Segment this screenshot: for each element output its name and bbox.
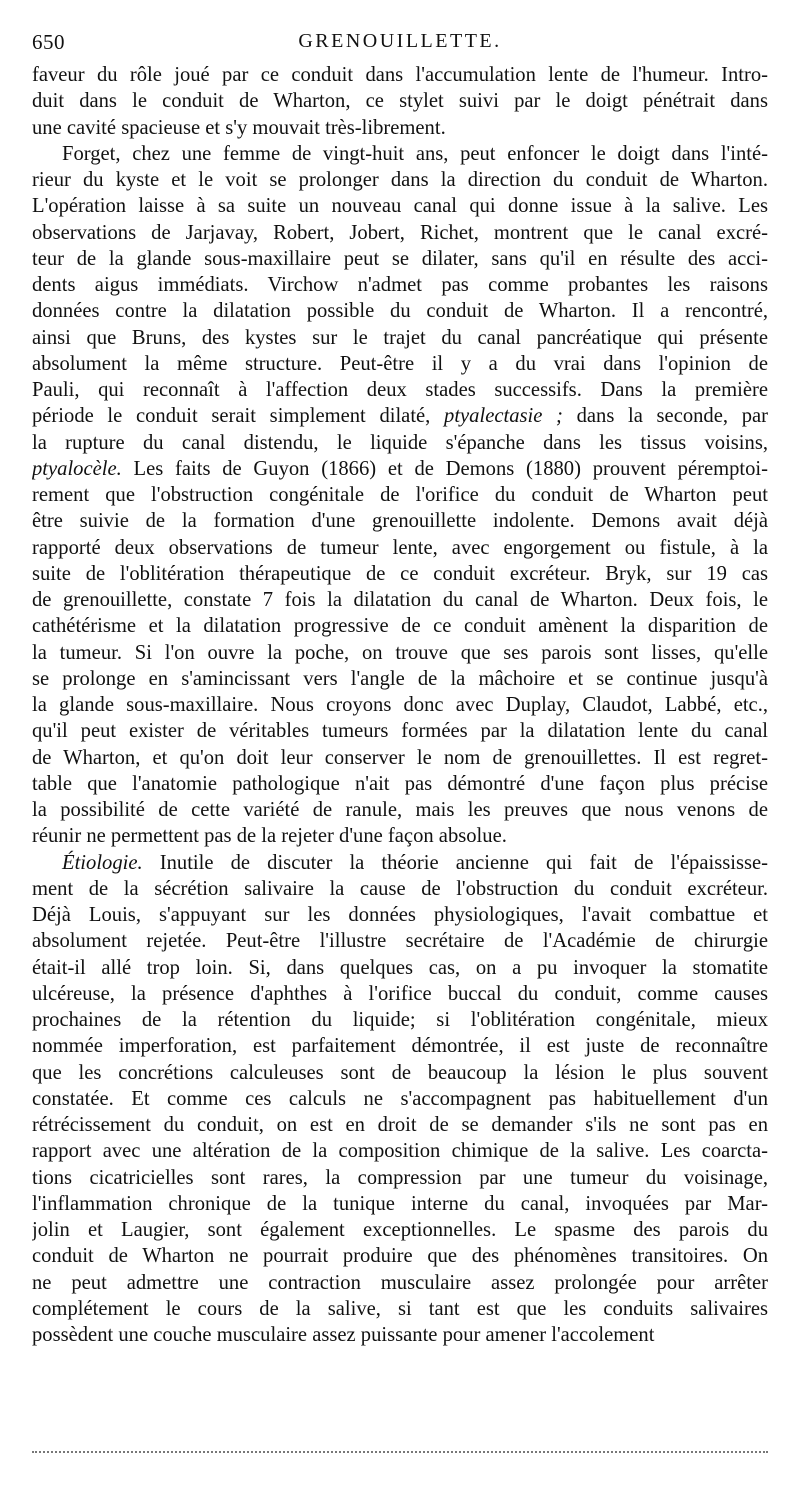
line-text: jolin et Laugier, sont également exceptionnelles. Le spasme des parois du <box>32 1219 768 1241</box>
text-line <box>32 272 768 298</box>
line-text: dents aigus immédiats. Virchow n'admet pas comme probantes les raisons <box>32 274 768 296</box>
line-text: duit dans le conduit de Wharton, ce stylet suivi par le doigt pénétrait dans <box>32 90 768 113</box>
line-text: rétrécissement du conduit, on est en droit de se demander s'ils ne sont pas en <box>32 1114 768 1136</box>
text-line <box>32 718 768 744</box>
text-line <box>32 246 768 272</box>
line-text: rapporté deux observations de tumeur lente, avec engorgement ou fistule, à la <box>32 536 768 559</box>
text-line <box>32 482 768 508</box>
line-text: était-il allé trop loin. Si, dans quelques cas, on a pu invoquer la stomatite <box>32 956 768 979</box>
line-text: rieur du kyste et le voit se prolonger dans la direction du conduit de Wharton. <box>32 169 768 191</box>
line-text: conduit de Wharton ne pourrait produire que des phénomènes transitoires. On <box>32 1245 768 1268</box>
text-line <box>32 1112 768 1138</box>
line-text: la possibilité de cette variété de ranule, mais les preuves que nous venons de <box>32 799 768 821</box>
line-text: données contre la dilatation possible du conduit de Wharton. Il a rencontré, <box>32 300 768 323</box>
text-line <box>32 1191 768 1217</box>
line-text: absolument rejetée. Peut-être l'illustre secrétaire de l'Académie de chirurgie <box>32 930 768 953</box>
text-line <box>32 535 768 561</box>
text-line <box>32 88 768 114</box>
line-text: table que l'anatomie pathologique n'ait pas démontré d'une façon plus précise <box>32 772 768 795</box>
text-line <box>32 220 768 246</box>
line-text: cathétérisme et la dilatation progressive de ce conduit amènent la disparition de <box>32 615 768 638</box>
text-line <box>32 1243 768 1269</box>
line-text: teur de la glande sous-maxillaire peut se dilater, sans qu'il en résulte des acci- <box>32 247 768 270</box>
text-line <box>32 850 768 876</box>
line-text: prochaines de la rétention du liquide; si l'oblitération congénitale, mieux <box>32 1009 768 1031</box>
text-line <box>32 640 768 666</box>
line-text: suite de l'oblitération thérapeutique de ce conduit excréteur. Bryk, sur 19 cas <box>32 562 768 585</box>
line-text: ment de la sécrétion salivaire la cause de l'obstruction du conduit excréteur. <box>32 877 768 900</box>
line-text: la rupture du canal distendu, le liquide s'épanche dans les tissus voisins, <box>32 431 768 454</box>
line-text: constatée. Et comme ces calculs ne s'accompagnent pas habituellement d'un <box>32 1087 768 1110</box>
italic-term: ptyalocèle. <box>32 457 122 480</box>
running-title: GRENOUILLETTE. <box>298 30 502 52</box>
text-line <box>32 1086 768 1112</box>
text-line <box>32 325 768 351</box>
text-line <box>32 1217 768 1243</box>
text-line <box>32 1322 768 1348</box>
line-text: qu'il peut exister de véritables tumeurs formées par la dilatation lente du canal <box>32 720 768 743</box>
line-text-continued: Inutile de discuter la théorie ancienne qui fait de l'épaississe- <box>142 851 768 874</box>
line-text: absolument la même structure. Peut-être il y a du vrai dans l'opinion de <box>32 352 768 375</box>
line-text: ainsi que Bruns, des kystes sur le trajet du canal pancréatique qui présente <box>32 326 768 349</box>
line-text: possèdent une couche musculaire assez puissante pour amener l'accolement <box>32 1324 655 1346</box>
text-line <box>32 115 768 141</box>
text-line <box>32 298 768 324</box>
line-text: être suivie de la formation d'une grenouillette indolente. Demons avait déjà <box>32 510 768 533</box>
text-line <box>32 902 768 928</box>
line-text: que les concrétions calculeuses sont de beaucoup la lésion le plus souvent <box>32 1061 768 1084</box>
line-text-continued: dans la seconde, par <box>562 405 768 428</box>
text-line <box>32 430 768 456</box>
text-line <box>32 928 768 954</box>
line-text: ne peut admettre une contraction musculaire assez prolongée pour arrêter <box>32 1271 768 1294</box>
line-text: rement que l'obstruction congénitale de l'orifice du conduit de Wharton peut <box>32 484 768 506</box>
line-text: la tumeur. Si l'on ouvre la poche, on trouve que ses parois sont lisses, qu'elle <box>32 641 768 664</box>
italic-term: Étiologie. <box>62 851 143 874</box>
line-text-continued: Les faits de Guyon (1866) et de Demons (1880) prouvent péremptoi- <box>121 457 768 480</box>
text-line <box>32 587 768 613</box>
italic-term: ptyalectasie ; <box>444 405 563 428</box>
line-text: Déjà Louis, s'appuyant sur les données physiologiques, l'avait combattue et <box>32 904 768 926</box>
text-line <box>32 1060 768 1086</box>
text-line <box>32 193 768 219</box>
page-number: 650 <box>32 30 65 54</box>
line-text: l'inflammation chronique de la tunique interne du canal, invoquées par Mar- <box>32 1192 768 1215</box>
body-text <box>32 62 768 1348</box>
running-header <box>32 30 768 60</box>
line-text: ulcéreuse, la présence d'aphthes à l'orifice buccal du conduit, comme causes <box>32 982 768 1005</box>
line-text: se prolonge en s'amincissant vers l'angle de la mâchoire et se continue jusqu'à <box>32 667 768 690</box>
line-text: nommée imperforation, est parfaitement démontrée, il est juste de reconnaître <box>32 1035 768 1058</box>
text-line <box>32 1165 768 1191</box>
text-line <box>32 351 768 377</box>
text-line <box>32 1270 768 1296</box>
text-line <box>32 508 768 534</box>
line-text: Pauli, qui reconnaît à l'affection deux stades successifs. Dans la première <box>32 379 768 401</box>
text-line <box>32 981 768 1007</box>
text-line <box>32 167 768 193</box>
text-line <box>32 1007 768 1033</box>
text-line <box>32 1033 768 1059</box>
text-line <box>32 403 768 429</box>
line-text: Forget, chez une femme de vingt-huit ans, peut enfoncer le doigt dans l'inté- <box>62 142 768 165</box>
text-line <box>32 692 768 718</box>
text-line <box>32 141 768 167</box>
text-line <box>32 745 768 771</box>
line-text: observations de Jarjavay, Robert, Jobert, Richet, montrent que le canal excré- <box>32 221 768 244</box>
line-text: faveur du rôle joué par ce conduit dans l'accumulation lente de l'humeur. Intro- <box>32 64 768 86</box>
line-text: rapport avec une altération de la composition chimique de la salive. Les coarcta- <box>32 1140 768 1163</box>
line-text: de Wharton, et qu'on doit leur conserver le nom de grenouillettes. Il est regret- <box>32 746 768 769</box>
text-line <box>32 1138 768 1164</box>
text-line <box>32 561 768 587</box>
text-line <box>32 771 768 797</box>
line-text: réunir ne permettent pas de la rejeter d'une façon absolue. <box>32 825 507 848</box>
line-text: complétement le cours de la salive, si tant est que les conduits salivaires <box>32 1297 768 1320</box>
line-text: une cavité spacieuse et s'y mouvait très-librement. <box>32 116 446 139</box>
line-text: de grenouillette, constate 7 fois la dilatation du canal de Wharton. Deux fois, le <box>32 589 768 611</box>
text-line <box>32 955 768 981</box>
line-text: tions cicatricielles sont rares, la compression par une tumeur du voisinage, <box>32 1166 768 1189</box>
text-line <box>32 876 768 902</box>
line-text: la glande sous-maxillaire. Nous croyons donc avec Duplay, Claudot, Labbé, etc., <box>32 694 768 716</box>
text-line <box>32 613 768 639</box>
text-line <box>32 62 768 88</box>
text-line <box>32 1296 768 1322</box>
line-text: L'opération laisse à sa suite un nouveau canal qui donne issue à la salive. Les <box>32 195 768 218</box>
line-text: période le conduit serait simplement dilaté, <box>32 405 445 428</box>
text-line <box>32 797 768 823</box>
footer-rule <box>32 1451 768 1453</box>
text-line <box>32 666 768 692</box>
text-line <box>32 456 768 482</box>
text-line <box>32 823 768 849</box>
text-line <box>32 377 768 403</box>
